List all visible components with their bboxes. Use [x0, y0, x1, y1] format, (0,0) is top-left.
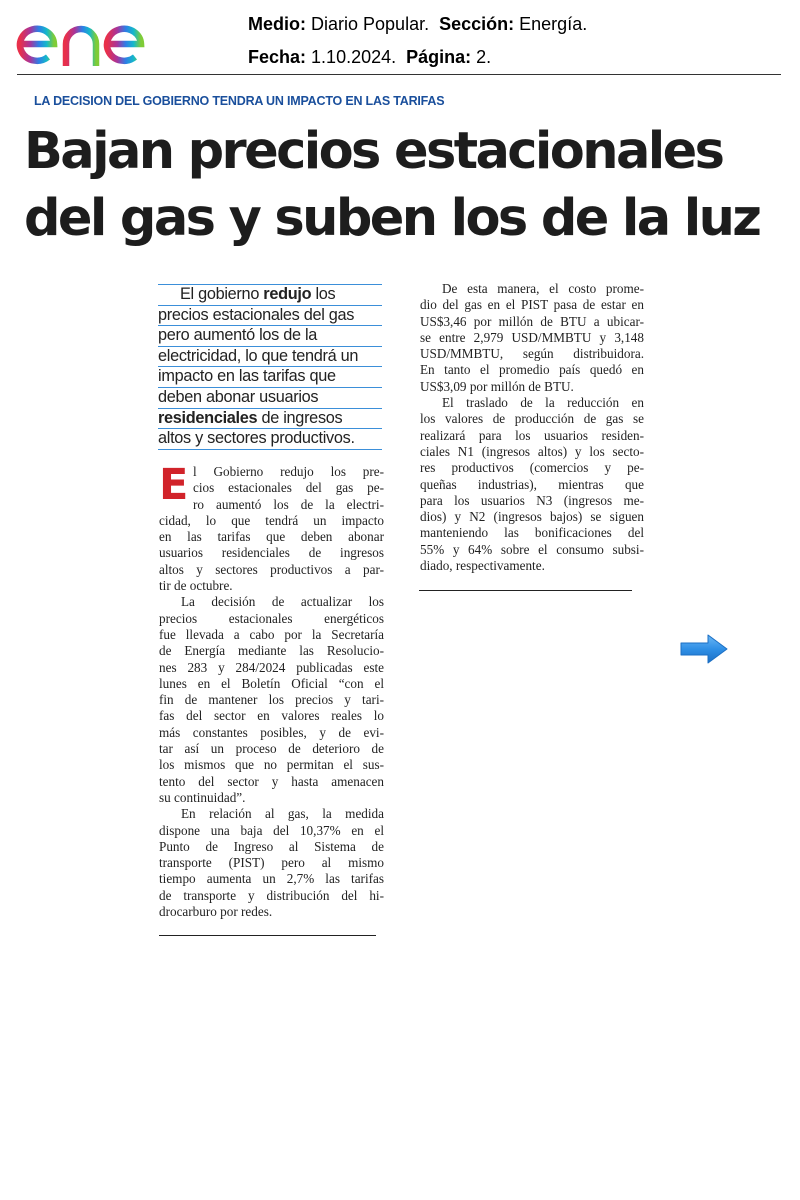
column-end-rule: [419, 590, 632, 591]
article-deck: [158, 284, 382, 450]
header-divider: [17, 74, 781, 75]
body-line: El traslado de la reducción en: [442, 395, 644, 411]
deck-line: [158, 284, 382, 306]
body-line: los mismos que no permitan el sus-: [159, 757, 384, 773]
deck-line: impacto en las tarifas que: [158, 367, 382, 388]
deck-line: precios estacionales del gas: [158, 306, 382, 327]
body-line: 55% y 64% sobre el consumo subsi-: [420, 541, 644, 557]
deck-text: El gobierno: [180, 285, 264, 303]
deck-line: electricidad, lo que tendrá un: [158, 347, 382, 368]
fecha-label: Fecha:: [248, 47, 307, 67]
body-line: de Energía mediante las Resolucio-: [159, 643, 384, 659]
body-line: nes 283 y 284/2024 publicadas este: [159, 659, 384, 675]
headline-line-2: del gas y suben los de la luz: [24, 189, 760, 248]
drop-cap: E: [159, 460, 189, 510]
body-line: realizará para los usuarios residen-: [420, 427, 644, 443]
body-line: más constantes posibles, y de evi-: [159, 724, 384, 740]
medio-label: Medio:: [248, 14, 306, 34]
body-line: dio del gas en el PIST pasa de estar en: [420, 297, 644, 313]
deck-text: de ingresos: [257, 408, 343, 427]
body-line: para los usuarios N3 (ingresos me-: [420, 492, 644, 508]
body-line: tiempo aumenta un 2,7% las tarifas: [159, 871, 384, 887]
body-line: La decisión de actualizar los: [181, 594, 384, 610]
deck-line: pero aumentó los de la: [158, 326, 382, 347]
body-line: los valores de producción de gas se: [420, 411, 644, 427]
deck-bold-text: residenciales: [158, 408, 258, 427]
body-line: fin de mantener los precios y tari-: [159, 692, 384, 708]
seccion-label: Sección:: [439, 14, 515, 34]
body-line: lunes en el Boletín Oficial “con el: [159, 675, 384, 691]
enel-logo: [14, 6, 180, 72]
meta-line-medio: [248, 8, 587, 41]
body-line: l Gobierno redujo los pre-: [193, 464, 384, 479]
body-line: cios estacionales del gas pe-: [193, 480, 384, 496]
body-line: drocarburo por redes.: [159, 904, 273, 920]
body-line: queñas industrias), mientras que: [420, 476, 644, 492]
body-line: En tanto el promedio país quedó en: [420, 362, 644, 378]
body-line: manteniendo las bonificaciones del: [420, 525, 644, 541]
body-line: se entre 2,979 USD/MMBTU y 3,148: [420, 329, 644, 345]
body-line: Punto de Ingreso al Sistema de: [159, 838, 384, 854]
body-line: de transporte y distribución del hi-: [159, 887, 384, 903]
body-line: tar así un proceso de deterioro de: [159, 741, 384, 757]
seccion-value: Energía.: [519, 14, 588, 34]
pagina-label: Página:: [406, 47, 472, 67]
body-line: US$3,46 por millón de BTU a ubicar-: [420, 313, 644, 329]
column-end-rule: [159, 935, 376, 936]
body-line: En relación al gas, la medida: [181, 806, 384, 822]
body-line: su continuidad”.: [159, 789, 246, 805]
article-kicker: LA DECISION DEL GOBIERNO TENDRA UN IMPACTO EN LAS TARIFAS: [34, 94, 445, 108]
body-line: usuarios residenciales de ingresos: [159, 545, 384, 561]
body-line: transporte (PIST) pero al mismo: [159, 855, 384, 871]
body-line: tir de octubre.: [159, 578, 233, 594]
body-line: ciales N1 (ingresos altos) y los secto-: [420, 443, 644, 459]
body-line: fas del sector en valores reales lo: [159, 708, 384, 724]
fecha-value: 1.10.2024.: [311, 47, 397, 67]
body-line: USD/MMBTU, según distribuidora.: [420, 346, 644, 362]
body-line: fue llevada a cabo por la Secretaría: [159, 626, 384, 642]
body-column-right: [420, 281, 644, 574]
pagina-value: 2.: [476, 47, 492, 67]
deck-text: los: [311, 285, 336, 303]
body-line: en las tarifas que deben abonar: [159, 529, 384, 545]
body-line: cidad, lo que tendrá un impacto: [159, 512, 384, 528]
body-line: tento del sector y hasta amenacen: [159, 773, 384, 789]
deck-bold-text: redujo: [263, 285, 312, 303]
meta-line-fecha: [248, 41, 587, 74]
deck-line: deben abonar usuarios: [158, 388, 382, 409]
body-line: res productivos (comercios y pe-: [420, 460, 644, 476]
body-line: US$3,09 por millón de BTU.: [420, 378, 574, 394]
deck-line: altos y sectores productivos.: [158, 429, 382, 450]
medio-value: Diario Popular.: [311, 14, 430, 34]
body-column-left: [159, 460, 384, 920]
body-line: De esta manera, el costo prome-: [442, 281, 644, 296]
body-line: ro aumentó los de la electri-: [193, 496, 384, 512]
right-arrow-icon[interactable]: [678, 632, 730, 666]
body-line: dispone una baja del 10,37% en el: [159, 822, 384, 838]
deck-line: [158, 409, 382, 430]
body-line: dios) y N2 (ingresos bajos) se siguen: [420, 509, 644, 525]
press-clipping-meta: [248, 8, 587, 74]
body-line: altos y sectores productivos a par-: [159, 561, 384, 577]
article-headline: [24, 118, 784, 252]
body-line: diado, respectivamente.: [420, 558, 545, 574]
headline-line-1: Bajan precios estacionales: [24, 122, 723, 181]
body-line: precios estacionales energéticos: [159, 610, 384, 626]
